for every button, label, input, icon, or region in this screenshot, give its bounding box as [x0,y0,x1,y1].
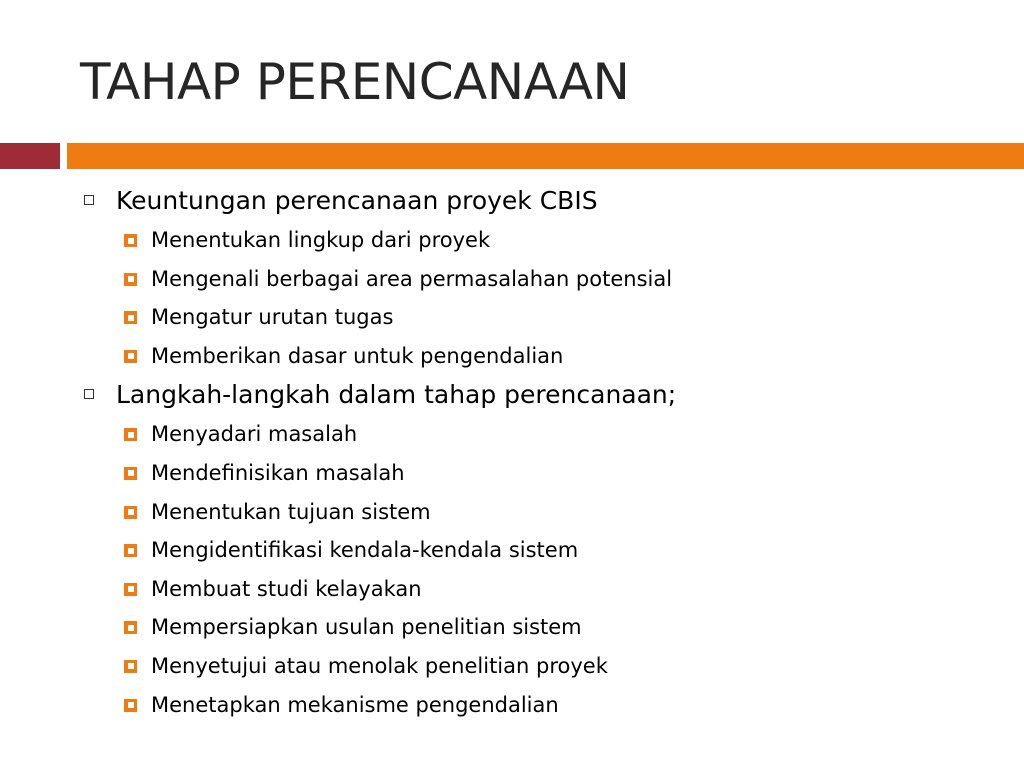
square-bullet-icon [124,660,137,673]
square-bullet-icon [124,428,137,441]
section-heading [0,181,1024,221]
list-item-text: Mengatur urutan tugas [151,305,394,330]
list-item [0,298,1024,337]
section-heading-text: Keuntungan perencanaan proyek CBIS [116,186,598,215]
list-item-text: Menentukan lingkup dari proyek [151,228,491,252]
list-item [0,260,1024,299]
square-bullet-icon [124,467,137,480]
list-item [0,570,1024,609]
hollow-square-bullet-icon [84,389,94,399]
square-bullet-icon [124,234,137,247]
square-bullet-icon [124,350,137,363]
list-item [0,531,1024,570]
list-item-text: Mengidentifikasi kendala-kendala sistem [151,538,579,563]
list-item-text: Mendefinisikan masalah [151,460,405,485]
section-heading [0,375,1024,415]
square-bullet-icon [124,583,137,596]
list-item-text: Menyadari masalah [151,422,358,447]
list-item [0,415,1024,454]
accent-bar-right [67,143,1024,169]
list-item-text: Menyetujui atau menolak penelitian proyek [151,653,608,678]
slide-content [0,181,1024,724]
list-item [0,647,1024,686]
section-heading-text: Langkah-langkah dalam tahap perencanaan; [116,380,677,410]
list-item-text: Mempersiapkan usulan penelitian sistem [151,615,582,640]
list-item-text: Mengenali berbagai area permasalahan potensial [151,266,673,291]
square-bullet-icon [124,273,137,286]
list-item-text: Membuat studi kelayakan [151,576,422,601]
hollow-square-bullet-icon [84,195,94,205]
accent-bar-left [0,143,60,169]
list-item-text: Menentukan tujuan sistem [151,499,431,524]
square-bullet-icon [124,544,137,557]
list-item [0,337,1024,376]
list-item-text: Memberikan dasar untuk pengendalian [151,343,564,368]
slide-title: TAHAP PERENCANAAN [80,53,630,111]
square-bullet-icon [124,506,137,519]
list-item [0,221,1024,260]
list-item [0,608,1024,647]
list-item [0,493,1024,532]
square-bullet-icon [124,621,137,634]
list-item [0,686,1024,725]
list-item [0,454,1024,493]
square-bullet-icon [124,311,137,324]
list-item-text: Menetapkan mekanisme pengendalian [151,692,559,717]
square-bullet-icon [124,699,137,712]
